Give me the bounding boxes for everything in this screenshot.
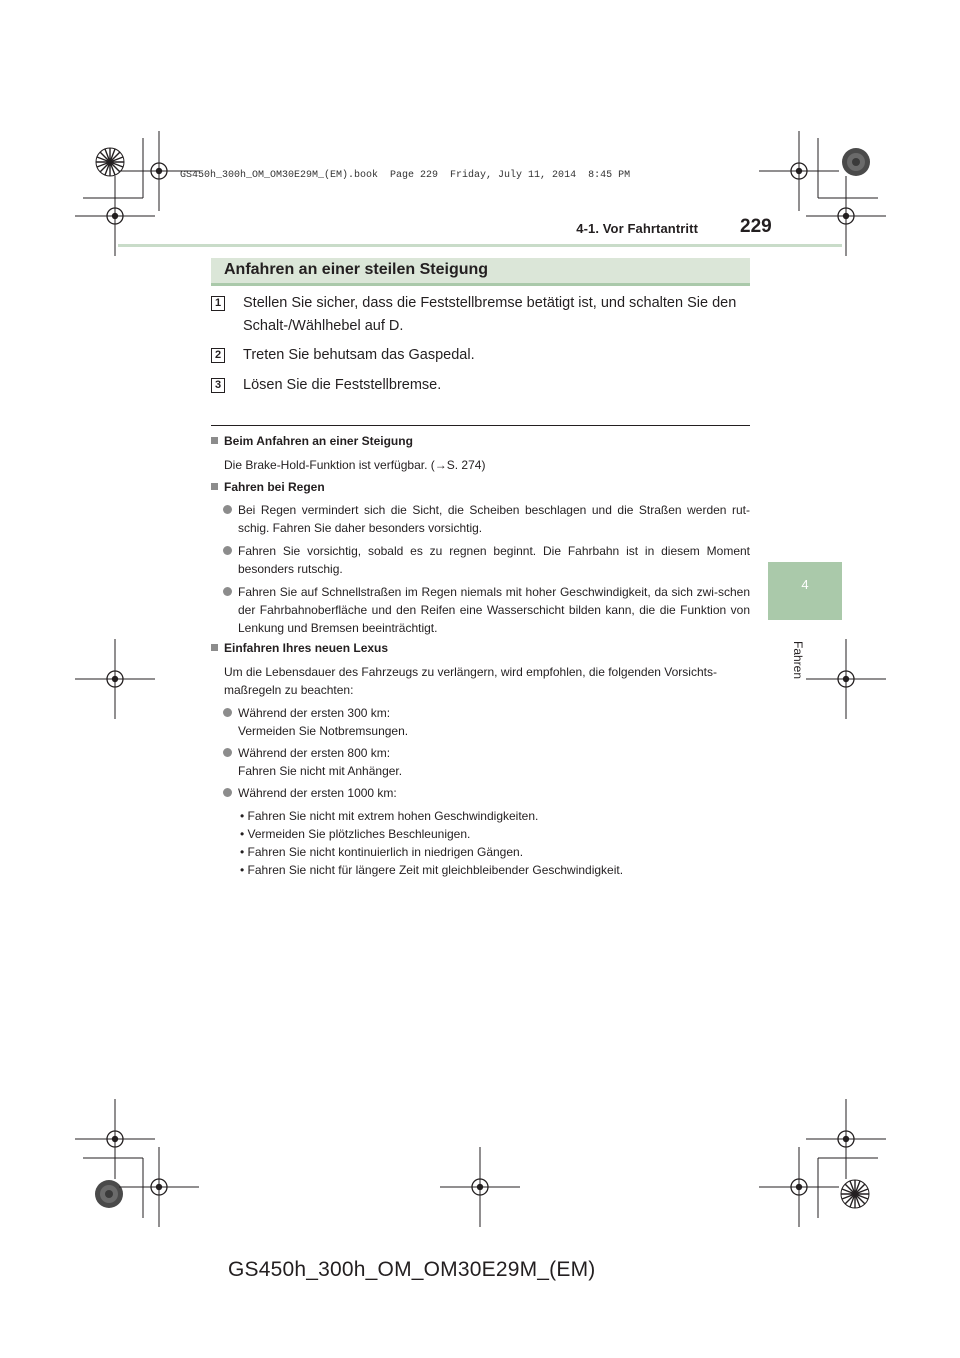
circle-bullet-icon [223,708,232,717]
break-in-bullet-1000km: Während der ersten 1000 km: [223,784,750,802]
section-title: Anfahren an einer steilen Steigung [224,261,489,278]
chapter-label: Fahren [791,640,805,680]
rain-bullet-2: Fahren Sie vorsichtig, sobald es zu regnen beginnt. Die Fahrbahn ist in diesem Moment besonders rutschig. [223,542,750,578]
sub-item-1: • Fahren Sie nicht mit extrem hohen Geschwindigkeiten. [240,809,539,823]
step-text-1: Stellen Sie sicher, dass die Feststellbremse betätigt ist, und schalten Sie den Schalt-/Wählhebel auf D. [243,295,737,334]
square-bullet-icon [211,483,218,490]
break-in-intro: Um die Lebensdauer des Fahrzeugs zu verlängern, wird empfohlen, die folgenden Vorsichts-maßregeln zu beachten: [224,665,717,697]
break-in-bullet-800km: Während der ersten 800 km: Fahren Sie nicht mit Anhänger. [223,744,750,780]
break-in-bullet-300km: Während der ersten 300 km: Vermeiden Sie Notbremsungen. [223,704,750,740]
sub-item-3: • Fahren Sie nicht kontinuierlich in niedrigen Gängen. [240,845,524,859]
note-title-rain: Fahren bei Regen [211,480,325,494]
chapter-number: 4 [801,577,809,592]
note-title-break-in: Einfahren Ihres neuen Lexus [211,641,388,655]
rain-bullet-3: Fahren Sie auf Schnellstraßen im Regen niemals mit hoher Geschwindigkeit, da sich zwi-schen der Fahrbahnoberfläche und den Reifen eine Wasserschicht bilden kann, die die Funktion von Lenkung und Bremsen beeinträchtigt. [223,583,750,637]
note-title-hill-start: Beim Anfahren an einer Steigung [211,434,413,448]
header-section: 4-1. Vor Fahrtantritt [576,221,698,236]
rain-bullet-1: Bei Regen vermindert sich die Sicht, die Scheiben beschlagen und die Straßen werden rut-schig. Fahren Sie daher besonders vorsichtig. [223,501,750,537]
footer-code: GS450h_300h_OM_OM30E29M_(EM) [228,1258,596,1281]
page-number: 229 [740,216,772,237]
circle-bullet-icon [223,788,232,797]
sub-item-4: • Fahren Sie nicht für längere Zeit mit gleichbleibender Geschwindigkeit. [240,863,624,877]
step-number-1: 1 [211,296,225,311]
print-info: GS450h_300h_OM_OM30E29M_(EM).book Page 229 Friday, July 11, 2014 8:45 PM [180,170,631,181]
circle-bullet-icon [223,546,232,555]
note-text-brake-hold: Die Brake-Hold-Funktion ist verfügbar. (→S. 274) [224,458,486,472]
sub-item-2: • Vermeiden Sie plötzliches Beschleunigen. [240,827,471,841]
step-text-3: Lösen Sie die Feststellbremse. [243,377,442,393]
square-bullet-icon [211,437,218,444]
step-number-3: 3 [211,378,225,393]
header-rule [118,244,842,247]
notes-divider [211,425,750,426]
circle-bullet-icon [223,587,232,596]
circle-bullet-icon [223,748,232,757]
square-bullet-icon [211,644,218,651]
circle-bullet-icon [223,505,232,514]
step-number-2: 2 [211,348,225,363]
step-text-2: Treten Sie behutsam das Gaspedal. [243,347,475,363]
